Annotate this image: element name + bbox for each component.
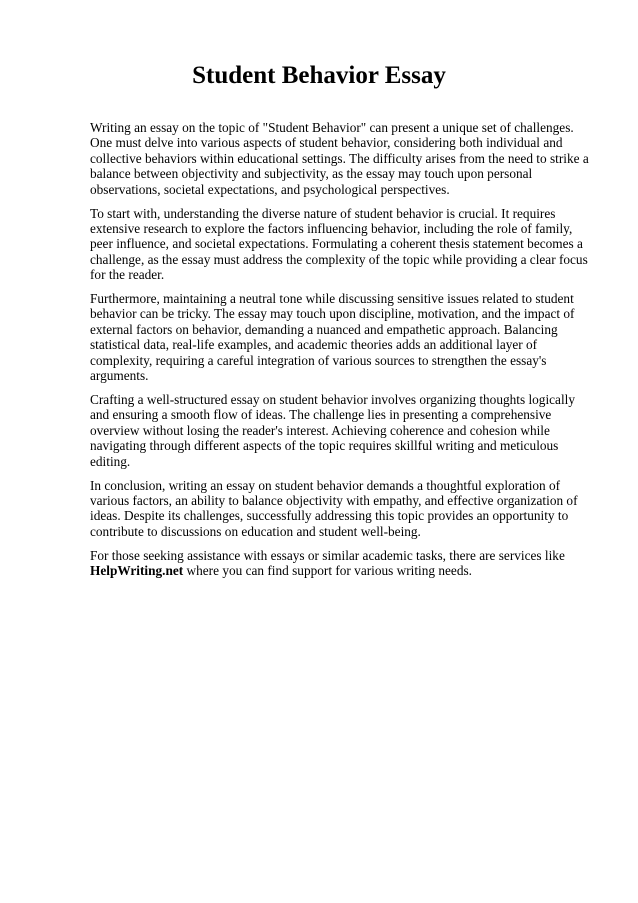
brand-name: HelpWriting.net [90,563,184,579]
paragraph-diverse-nature: To start with, understanding the diverse nature of student behavior is crucial. It requires extensive research to explore the factors influencing behavior, including the role of family, peer influence, and societal expectations. Formulating a coherent thesis statement becomes a challenge, as the essay must address the complexity of the topic while providing a clear focus for the reader. [90,205,588,283]
paragraph-closing [90,548,596,579]
closing-suffix: where you can find support for various writing needs. [183,563,472,579]
closing-prefix: For those seeking assistance with essays or similar academic tasks, there are services like [90,547,565,563]
paragraph-neutral-tone: Furthermore, maintaining a neutral tone while discussing sensitive issues related to student behavior can be tricky. The essay may touch upon discipline, motivation, and the impact of external factors on behavior, demanding a nuanced and empathetic approach. Balancing statistical data, real-life examples, and academic theories adds an additional layer of complexity, requiring a careful integration of various sources to strengthen the essay's arguments. [90,291,575,384]
paragraph-conclusion: In conclusion, writing an essay on student behavior demands a thoughtful exploration of various factors, an ability to balance objectivity with empathy, and effective organization of ideas. Despite its challenges, successfully addressing this topic provides an opportunity to contribute to discussions on education and student well-being. [90,477,578,539]
paragraph-structure: Crafting a well-structured essay on student behavior involves organizing thoughts logically and ensuring a smooth flow of ideas. The challenge lies in presenting a comprehensive overview without losing the reader's interest. Achieving coherence and cohesion while navigating through different aspects of the topic requires skillful writing and meticulous editing. [90,392,575,469]
paragraph-intro: Writing an essay on the topic of "Student Behavior" can present a unique set of challenges. One must delve into various aspects of student behavior, considering both individual and collective behaviors within educational settings. The difficulty arises from the need to strike a balance between objectivity and subjectivity, as the essay may touch upon personal observations, societal expectations, and psychological perspectives. [90,120,589,197]
document-title: Student Behavior Essay [192,62,446,89]
document-body [90,120,596,587]
